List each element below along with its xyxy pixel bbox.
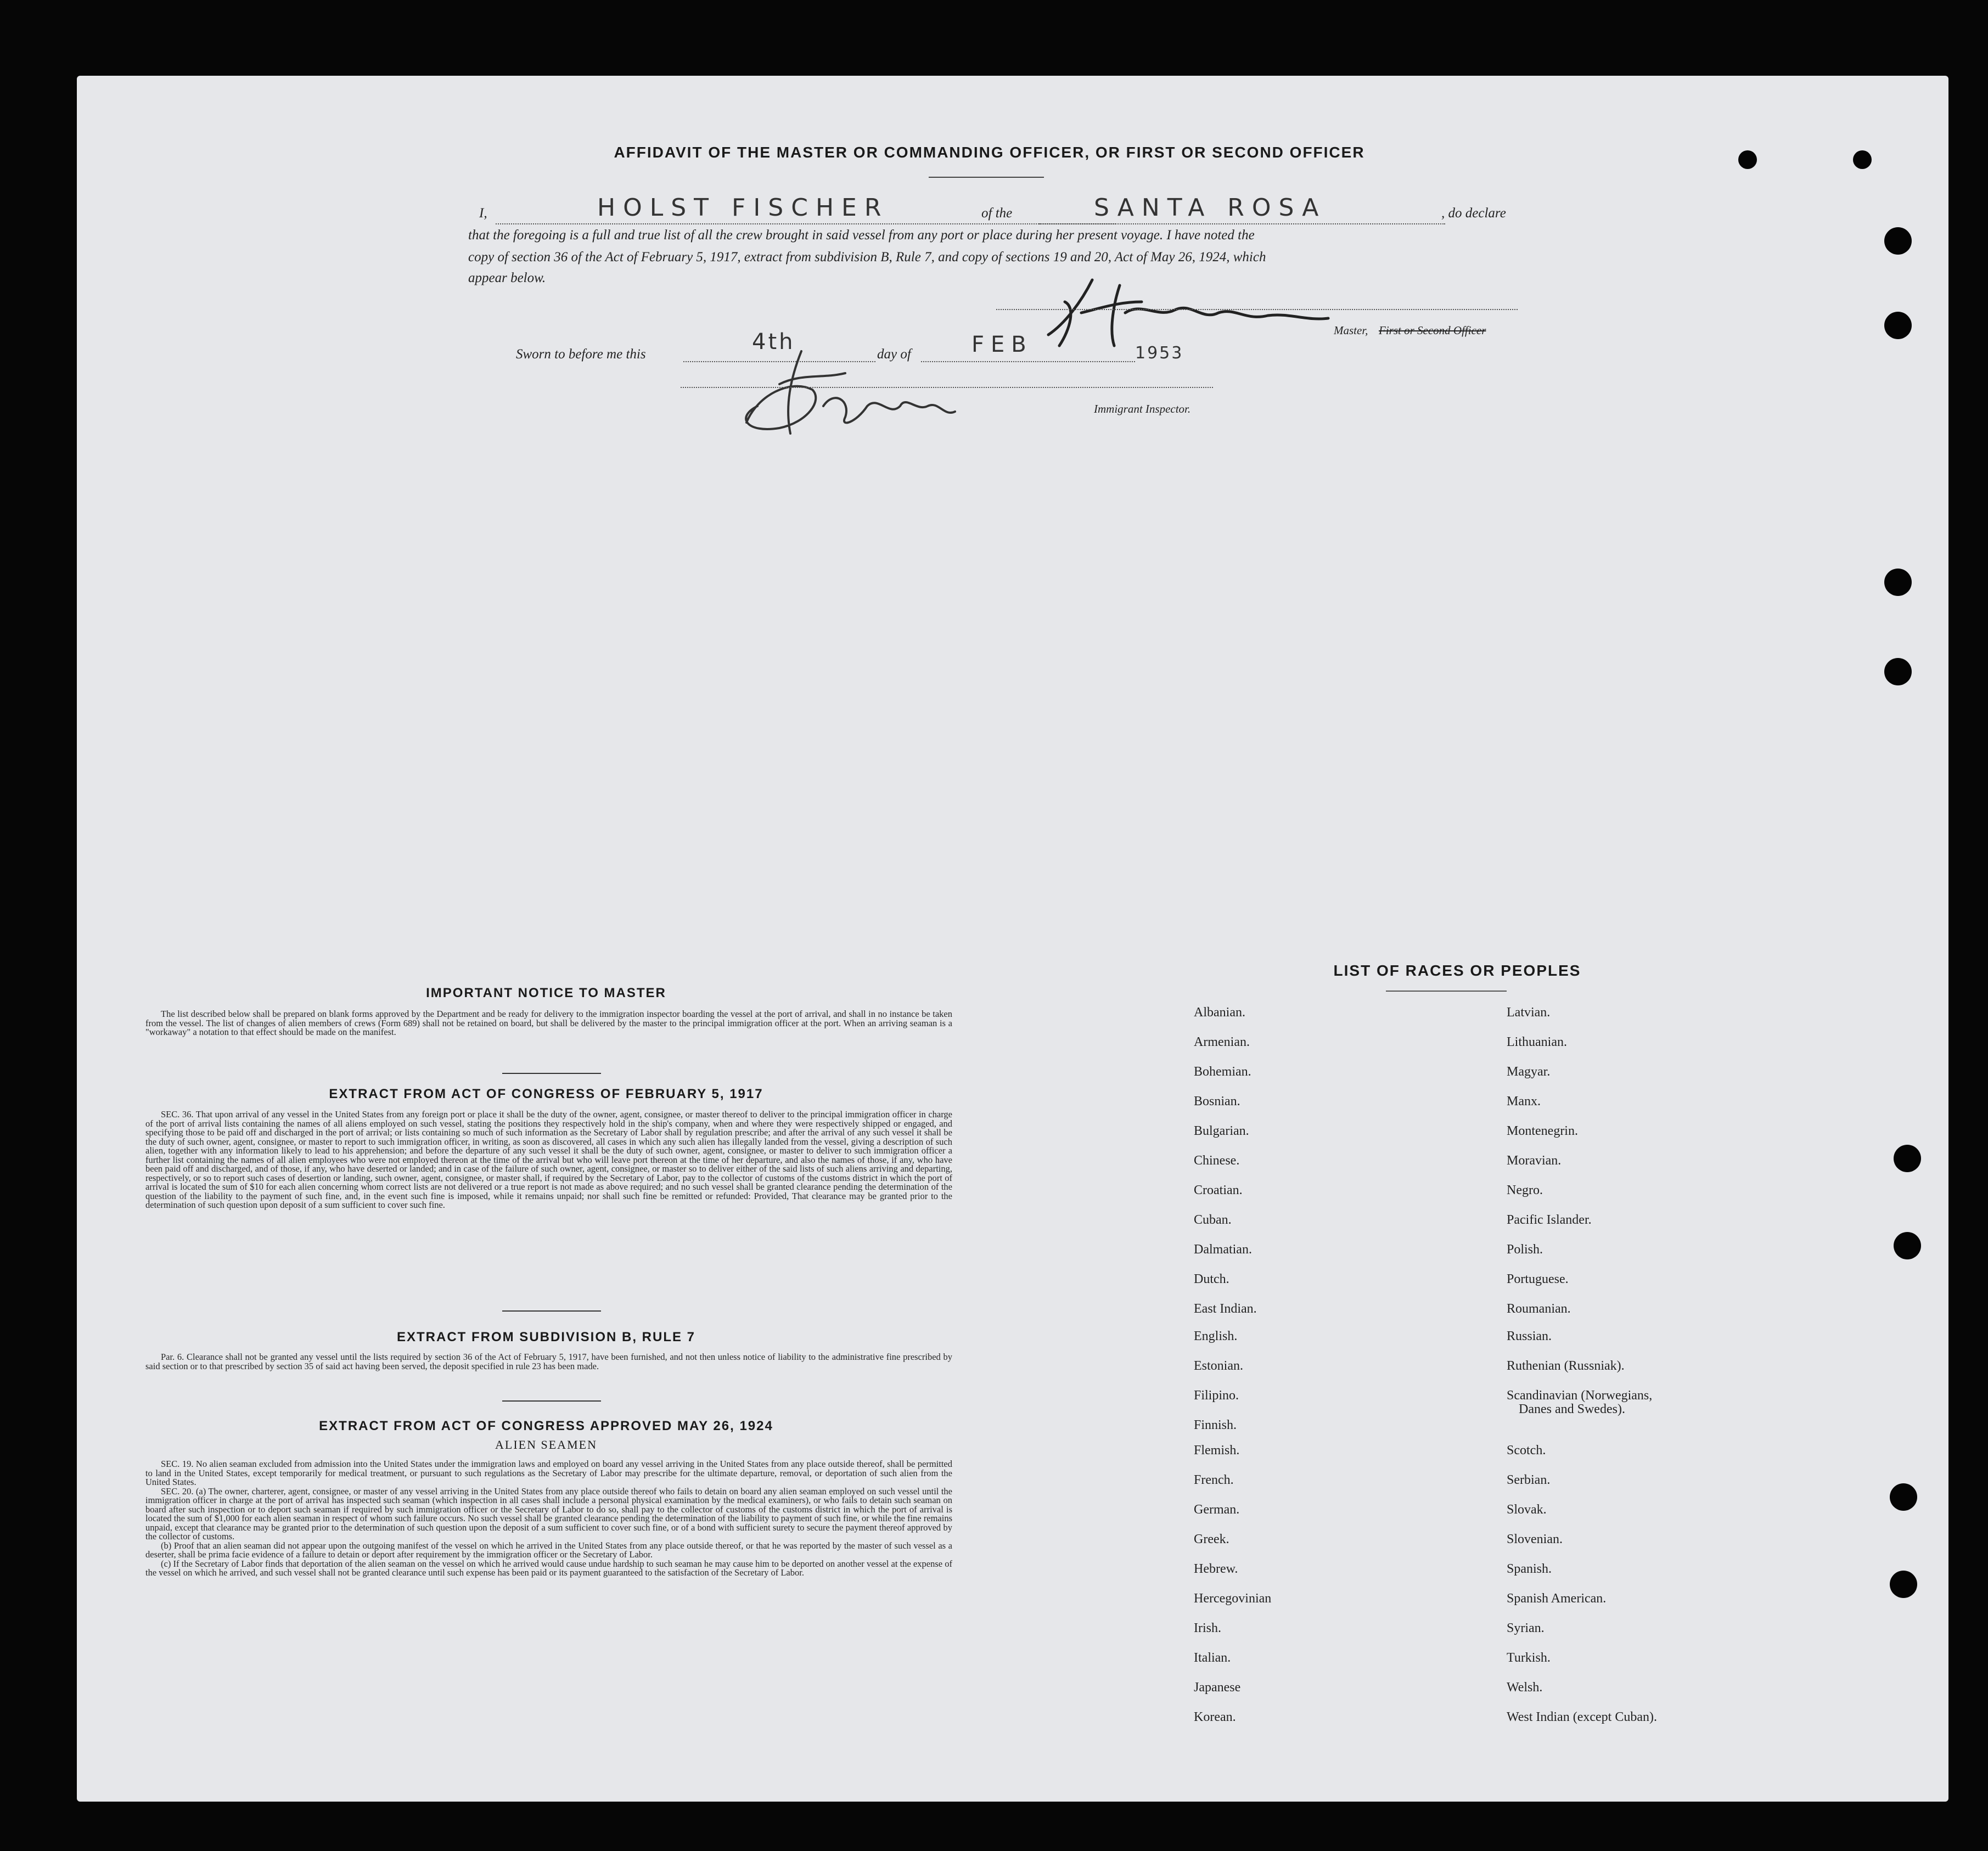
- race-item: Magyar.: [1507, 1065, 1551, 1079]
- race-item: Welsh.: [1507, 1680, 1543, 1695]
- divider: [502, 1400, 601, 1402]
- vessel-name-handwritten: SANTA ROSA: [1094, 194, 1327, 222]
- race-item: Albanian.: [1194, 1005, 1245, 1020]
- race-item: Bulgarian.: [1194, 1124, 1249, 1138]
- alien-seamen-subtitle: ALIEN SEAMEN: [495, 1438, 597, 1451]
- race-item: Filipino.: [1194, 1388, 1239, 1403]
- extract-rule7-text: Par. 6. Clearance shall not be granted any vessel until the lists required by section 36 of the Act of February 5, 1917, have been furnished, and not then unless notice of liability to the administrative fine prescribed by said section or to that prescribed by section 35 of said act having been served, the deposit specified in rule 23 has been made.: [145, 1352, 952, 1371]
- race-item: Bohemian.: [1194, 1065, 1251, 1079]
- extract-1917-title: EXTRACT FROM ACT OF CONGRESS OF FEBRUARY 5, 1917: [329, 1087, 763, 1101]
- races-title: LIST OF RACES OR PEOPLES: [1333, 962, 1581, 979]
- affidavit-title: AFFIDAVIT OF THE MASTER OR COMMANDING OFFICER, OR FIRST OR SECOND OFFICER: [614, 144, 1365, 161]
- race-item: Italian.: [1194, 1651, 1231, 1665]
- punch-hole: [1884, 227, 1912, 255]
- prefix-i: I,: [479, 206, 487, 221]
- race-item: Negro.: [1507, 1183, 1543, 1197]
- race-item: French.: [1194, 1473, 1234, 1487]
- notice-title: IMPORTANT NOTICE TO MASTER: [426, 986, 666, 1000]
- race-item: Roumanian.: [1507, 1302, 1571, 1316]
- title-divider: [929, 177, 1044, 178]
- punch-hole: [1894, 1145, 1921, 1172]
- race-item: Dutch.: [1194, 1272, 1229, 1286]
- race-item: Irish.: [1194, 1621, 1221, 1635]
- of-the-label: of the: [981, 206, 1013, 221]
- divider: [502, 1073, 601, 1074]
- race-item: Pacific Islander.: [1507, 1213, 1592, 1227]
- race-item: Estonian.: [1194, 1359, 1243, 1373]
- race-item: Cuban.: [1194, 1213, 1232, 1227]
- race-item: Japanese: [1194, 1680, 1241, 1695]
- inspector-label: Immigrant Inspector.: [1094, 402, 1191, 415]
- day-handwritten: 4th: [752, 329, 795, 355]
- race-item: Slovak.: [1507, 1503, 1547, 1517]
- punch-hole: [1890, 1571, 1917, 1598]
- master-signature-line: [996, 305, 1518, 310]
- race-item: English.: [1194, 1329, 1238, 1343]
- extract-1917-text: SEC. 36. That upon arrival of any vessel in the United States from any foreign port or place it shall be the duty of the owner, agent, consignee, or master thereof to deliver to the principal immigration officer in charge of the port of arrival lists containing the names of all aliens employed on such vessel, stating the positions they respectively hold in the ship's company, when and where they were respectively shipped or engaged, and specifying those to be paid off and discharged in the port of arrival; or lists containing so much of such information as the Secretary of Labor shall by regulation prescribe; and after the arrival of any such vessel it shall be the duty of such owner, agent, consignee, or master to report to such immigration officer, in writing, as soon as discovered, all cases in which any such alien has illegally landed from the vessel, giving a description of such alien, together with any information likely to lead to his apprehension; and before the departure of any such vessel it shall be the duty of such owner, agent, consignee, or master to deliver to such immigration officer a further list containing the names of all alien employees who were not employed thereon at the time of the arrival but who will leave port thereon at the time of her departure, and also the names of those, if any, who have been paid off and discharged, and of those, if any, who have deserted or landed; and in case of the failure of such owner, agent, consignee, or master so to deliver either of the said lists of such aliens arriving and departing, respectively, or so to report such cases of desertion or landing, such owner, agent, consignee, or master shall, if required by the Secretary of Labor, pay to the collector of customs of the customs district in which the port of arrival is located the sum of $10 for each alien concerning whom correct lists are not delivered or a true report is not made as above required; and no such vessel shall be granted clearance pending the determination of the question of the liability to the payment of such fine, and, in the event such fine is imposed, while it remains unpaid; nor shall such fine be remitted or refunded: Provided, That clearance may be granted prior to the determination of such question upon deposit of a sum sufficient to cover such fine.: [145, 1109, 952, 1210]
- race-item: Moravian.: [1507, 1154, 1562, 1168]
- race-item: Finnish.: [1194, 1418, 1237, 1432]
- punch-hole: [1884, 658, 1912, 685]
- extract-rule7-title: EXTRACT FROM SUBDIVISION B, RULE 7: [396, 1330, 696, 1344]
- race-item: Flemish.: [1194, 1443, 1240, 1458]
- race-item: West Indian (except Cuban).: [1507, 1710, 1657, 1724]
- punch-hole: [1884, 569, 1912, 596]
- race-item: Scandinavian (Norwegians,: [1507, 1388, 1653, 1403]
- race-item: Slovenian.: [1507, 1532, 1563, 1546]
- sworn-prefix: Sworn to before me this: [516, 347, 646, 362]
- inspector-signature: [714, 340, 999, 450]
- race-item: Armenian.: [1194, 1035, 1250, 1049]
- races-divider: [1386, 991, 1507, 992]
- race-item: Hebrew.: [1194, 1562, 1238, 1576]
- punch-hole: [1890, 1483, 1917, 1511]
- race-item: Montenegrin.: [1507, 1124, 1578, 1138]
- race-item: Serbian.: [1507, 1473, 1551, 1487]
- race-item: Ruthenian (Russniak).: [1507, 1359, 1625, 1373]
- race-item: Korean.: [1194, 1710, 1236, 1724]
- race-item: Latvian.: [1507, 1005, 1551, 1020]
- punch-hole: [1894, 1232, 1921, 1259]
- punch-hole: [1884, 312, 1912, 339]
- race-item: German.: [1194, 1503, 1240, 1517]
- notice-text: The list described below shall be prepared on blank forms approved by the Department and be ready for delivery to the immigration inspector boarding the vessel at the port of arrival, and shall in no instance be taken from the vessel. The list of changes of alien members of crews (Form 689) shall not be retained on board, but shall be delivered by the master to the principal immigration officer at the port. When an arriving seaman is a "workaway" a notation to that effect should be made on the manifest.: [145, 1009, 952, 1037]
- struck-officer-label: First or Second Officer: [1379, 324, 1486, 337]
- affidavit-line-3: copy of section 36 of the Act of February 5, 1917, extract from subdivision B, Rule 7, and copy of sections 19 and 20, Act of May 26, 1924, which: [468, 250, 1266, 265]
- race-item: Danes and Swedes).: [1519, 1402, 1625, 1416]
- race-item: Greek.: [1194, 1532, 1229, 1546]
- race-item: Bosnian.: [1194, 1094, 1240, 1109]
- inspector-signature-line: [681, 382, 1213, 388]
- race-item: Dalmatian.: [1194, 1242, 1252, 1257]
- affidavit-line-2: that the foregoing is a full and true list of all the crew brought in said vessel from any port or place during her present voyage. I have noted the: [468, 228, 1255, 243]
- master-label: Master,: [1334, 324, 1368, 337]
- master-name-handwritten: HOLST FISCHER: [597, 194, 889, 222]
- do-declare-label: , do declare: [1441, 206, 1506, 221]
- extract-1924-text: SEC. 19. No alien seaman excluded from admission into the United States under the immigration laws and employed on board any vessel arriving in the United States from any place outside thereof, shall be permitted to land in the United States, except temporarily for medical treatment, or pursuant to such regulations as the Secretary of Labor may prescribe for the ultimate departure, removal, or deportation of such alien from the United States. SEC. 20. (a) The owner, charterer, agent, consignee, or master of any vessel arriving in the United States from any place outside thereof who fails to detain on board any alien seaman employed on such vessel until the immigration officer in charge at the port of arrival has inspected such seaman (which inspection in all cases shall include a personal physical examination by the medical examiners), or who fails to detain such seaman on board after such inspection or to deport such seaman if required by such immigration officer or the Secretary of Labor to do so, shall pay to the collector of customs of the customs district in which the port of arrival is located the sum of $1,000 for each alien seaman in respect of whom such failure occurs. No such vessel shall be granted clearance pending the determination of the liability to payment of such fine, or while the fine remains unpaid, except that clearance may be granted prior to the determination of such question upon the deposit of a sum sufficient to cover such fine, or of a bond with sufficient surety to secure the payment thereof approved by the collector of customs. (b) Proof that an alien seaman did not appear upon the outgoing manifest of the vessel on which he arrived in the United States from any place outside thereof, or that he was reported by the master of such vessel as a deserter, shall be prima facie evidence of a failure to detain or deport after requirement by the immigration officer or the Secretary of Labor. (c) If the Secretary of Labor finds that deportation of the alien seaman on the vessel on which he arrived would cause undue hardship to such seaman he may cause him to be deported on another vessel at the expense of the vessel on which he arrived, and such vessel shall not be granted clearance until such expense has been paid or its payment guaranteed to the satisfaction of the Secretary of Labor.: [145, 1459, 952, 1578]
- extract-1924-title: EXTRACT FROM ACT OF CONGRESS APPROVED MAY 26, 1924: [319, 1419, 773, 1433]
- race-item: Spanish.: [1507, 1562, 1552, 1576]
- race-item: Hercegovinian: [1194, 1591, 1272, 1606]
- day-of-label: day of: [877, 347, 911, 362]
- divider: [502, 1310, 601, 1312]
- race-item: Spanish American.: [1507, 1591, 1607, 1606]
- race-item: Syrian.: [1507, 1621, 1545, 1635]
- race-item: Russian.: [1507, 1329, 1552, 1343]
- race-item: Croatian.: [1194, 1183, 1243, 1197]
- race-item: Lithuanian.: [1507, 1035, 1567, 1049]
- race-item: East Indian.: [1194, 1302, 1257, 1316]
- race-item: Turkish.: [1507, 1651, 1551, 1665]
- affidavit-line-4: appear below.: [468, 271, 546, 285]
- race-item: Manx.: [1507, 1094, 1541, 1109]
- race-item: Portuguese.: [1507, 1272, 1569, 1286]
- race-item: Scotch.: [1507, 1443, 1546, 1458]
- race-item: Chinese.: [1194, 1154, 1240, 1168]
- month-handwritten: FEB: [971, 332, 1033, 357]
- race-item: Polish.: [1507, 1242, 1543, 1257]
- year-handwritten: 1953: [1135, 344, 1184, 363]
